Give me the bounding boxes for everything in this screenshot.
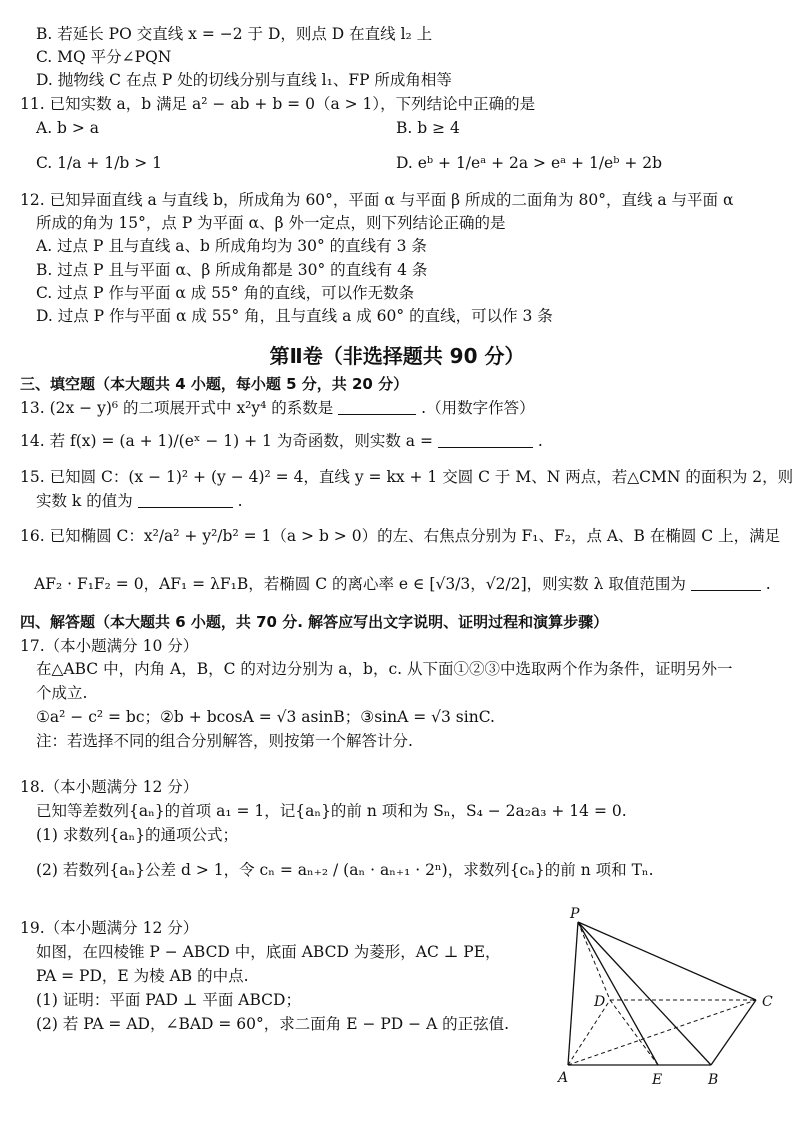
q10-option-c: C. MQ 平分∠PQN	[36, 48, 172, 66]
q19-stem-1: 如图，在四棱锥 P − ABCD 中，底面 ABCD 为菱形，AC ⊥ PE，	[36, 943, 501, 961]
q13-stem: 13. (2x − y)⁶ 的二项展开式中 x²y⁴ 的系数是	[20, 399, 334, 417]
edge-pa	[568, 922, 578, 1065]
label-p: P	[570, 906, 580, 922]
q13-tail: .（用数字作答）	[421, 399, 535, 417]
q12-option-c: C. 过点 P 作与平面 α 成 55° 角的直线，可以作无数条	[36, 284, 415, 302]
q17-note: 注：若选择不同的组合分别解答，则按第一个解答计分.	[36, 732, 413, 750]
q15-answer-blank	[138, 493, 233, 508]
q12-stem-2: 所成的角为 15°，点 P 为平面 α、β 外一定点，则下列结论正确的是	[36, 214, 506, 232]
q15-tail: .	[237, 492, 243, 510]
q16-stem-2-text: AF₂ · F₁F₂ = 0，AF₁ = λF₁B，若椭圆 C 的离心率 e ∈ [√3/3，√2/2]，则实数 λ 取值范围为	[34, 575, 686, 593]
q19-part-2: (2) 若 PA = AD，∠BAD = 60°，求二面角 E − PD − A 的正弦值.	[36, 1015, 510, 1033]
q17-stem-2: 个成立.	[36, 684, 88, 702]
q18-part-1: (1) 求数列{aₙ}的通项公式；	[36, 826, 239, 844]
q15-stem-1: 15. 已知圆 C：(x − 1)² + (y − 4)² = 4，直线 y = kx + 1 交圆 C 于 M、N 两点，若△CMN 的面积为 2，则	[20, 468, 794, 486]
q17-heading: 17.（本小题满分 10 分）	[20, 637, 199, 655]
q19-stem-2: PA = PD，E 为棱 AB 的中点.	[36, 967, 249, 985]
q12-option-a: A. 过点 P 且与直线 a、b 所成角均为 30° 的直线有 3 条	[36, 237, 427, 255]
section-4-heading: 四、解答题（本大题共 6 小题，共 70 分. 解答应写出文字说明、证明过程和演算步骤）	[20, 613, 609, 631]
section-3-heading: 三、填空题（本大题共 4 小题，每小题 5 分，共 20 分）	[20, 375, 409, 393]
q16-stem-1: 16. 已知椭圆 C：x²/a² + y²/b² = 1（a > b > 0）的左、右焦点分别为 F₁、F₂，点 A、B 在椭圆 C 上，满足	[20, 527, 781, 545]
q11-option-b: B. b ≥ 4	[396, 119, 460, 137]
part-2-title: 第Ⅱ卷（非选择题共 90 分）	[269, 344, 525, 368]
q18-stem: 已知等差数列{aₙ}的首项 a₁ = 1，记{aₙ}的前 n 项和为 Sₙ，S₄ − 2a₂a₃ + 14 = 0.	[36, 802, 627, 820]
edge-pe	[578, 922, 658, 1065]
label-b: B	[708, 1072, 719, 1088]
q15-stem-2-text: 实数 k 的值为	[36, 492, 133, 510]
label-a: A	[558, 1070, 569, 1086]
q19-part-1: (1) 证明：平面 PAD ⊥ 平面 ABCD；	[36, 991, 301, 1009]
q11-option-d: D. eᵇ + 1/eᵃ + 2a > eᵃ + 1/eᵇ + 2b	[396, 154, 663, 172]
q10-option-b: B. 若延长 PO 交直线 x = −2 于 D，则点 D 在直线 l₂ 上	[36, 25, 433, 43]
q18-part-2: (2) 若数列{aₙ}公差 d > 1，令 cₙ = aₙ₊₂ / (aₙ · aₙ₊₁ · 2ⁿ)，求数列{cₙ}的前 n 项和 Tₙ.	[36, 861, 654, 879]
pyramid-figure	[548, 900, 788, 1100]
q15-stem-2	[36, 493, 243, 510]
edge-de	[610, 1000, 658, 1065]
q16-stem-2	[34, 576, 771, 593]
q13	[20, 400, 535, 417]
q13-answer-blank	[338, 400, 416, 415]
q11-stem: 11. 已知实数 a，b 满足 a² − ab + b = 0（a > 1），下列结论中正确的是	[20, 95, 536, 113]
q17-conditions: ①a² − c² = bc；②b + bcosA = √3 asinB；③sinA = √3 sinC.	[36, 708, 495, 726]
q16-answer-blank	[691, 576, 761, 591]
q10-option-d: D. 抛物线 C 在点 P 处的切线分别与直线 l₁、FP 所成角相等	[36, 71, 452, 89]
label-c: C	[762, 994, 773, 1010]
q12-option-b: B. 过点 P 且与平面 α、β 所成角都是 30° 的直线有 4 条	[36, 261, 428, 279]
q12-option-d: D. 过点 P 作与平面 α 成 55° 角，且与直线 a 成 60° 的直线，可以作 3 条	[36, 307, 553, 325]
label-e: E	[652, 1072, 663, 1088]
q11-option-c: C. 1/a + 1/b > 1	[36, 154, 163, 172]
q14-stem: 14. 若 f(x) = (a + 1)/(eˣ − 1) + 1 为奇函数，则实数 a =	[20, 432, 433, 450]
q11-option-a: A. b > a	[36, 119, 100, 137]
q14-answer-blank	[438, 433, 533, 448]
q14	[20, 433, 543, 450]
q16-tail: .	[765, 575, 771, 593]
q17-stem-1: 在△ABC 中，内角 A，B，C 的对边分别为 a，b，c. 从下面①②③中选取两个作为条件，证明另外一	[36, 660, 733, 678]
q18-heading: 18.（本小题满分 12 分）	[20, 778, 199, 796]
edge-bc	[711, 1000, 756, 1065]
q14-tail: .	[537, 432, 543, 450]
label-d: D	[594, 994, 606, 1010]
q19-heading: 19.（本小题满分 12 分）	[20, 919, 199, 937]
q12-stem-1: 12. 已知异面直线 a 与直线 b，所成角为 60°，平面 α 与平面 β 所成的二面角为 80°，直线 a 与平面 α	[20, 191, 734, 209]
